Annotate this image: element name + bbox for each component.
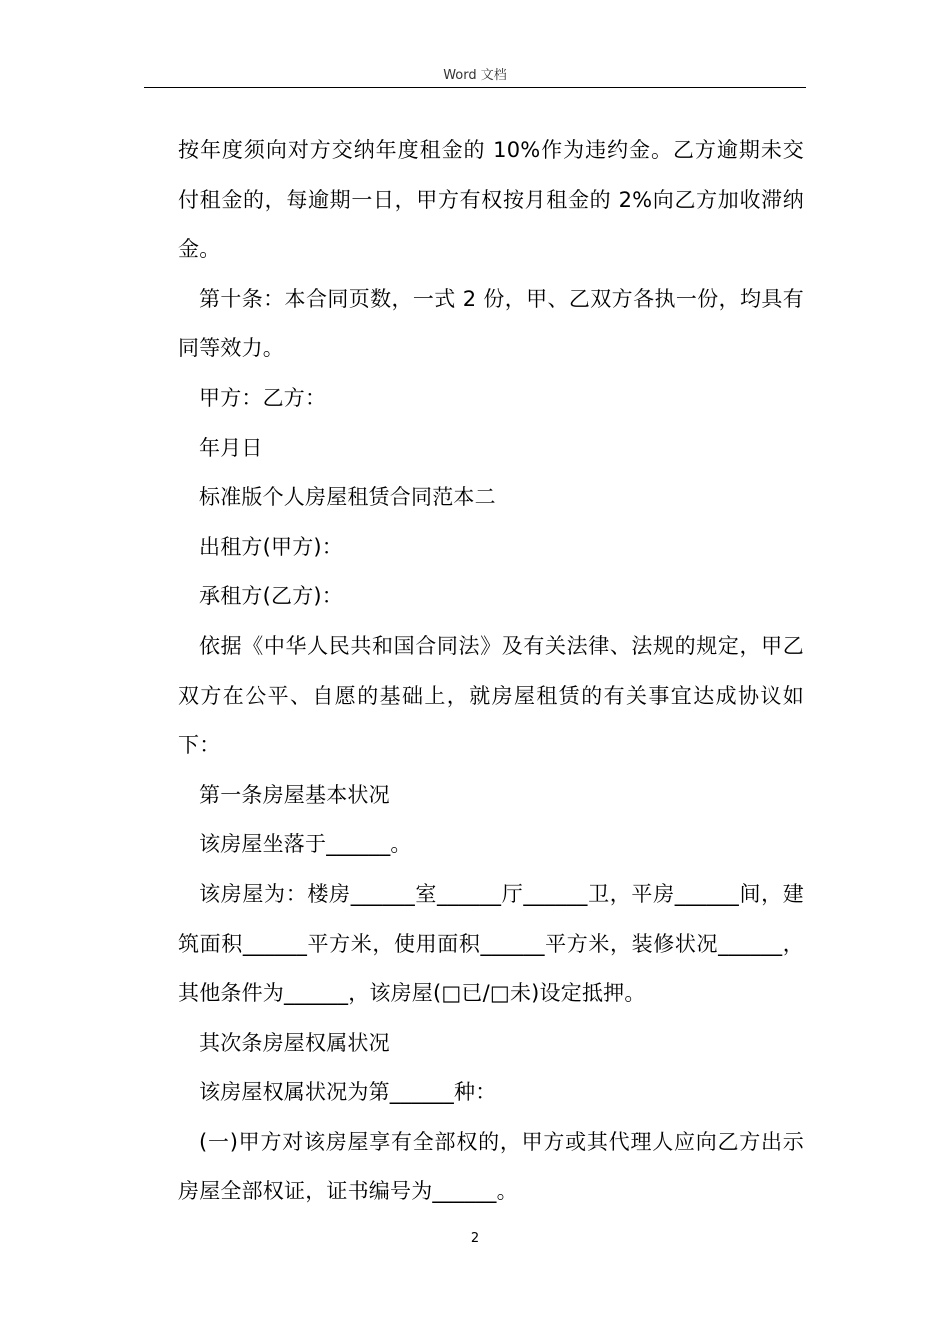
paragraph-penalty: 按年度须向对方交纳年度租金的 10%作为违约金。乙方逾期未交付租金的，每逾期一日，甲方有权按月租金的 2%向乙方加收滞纳金。 — [178, 138, 804, 262]
paragraph-article-10: 第十条：本合同页数，一式 2 份，甲、乙双方各执一份，均具有同等效力。 — [178, 286, 804, 361]
heading-article-2: 其次条房屋权属状况 — [199, 1030, 390, 1055]
section-title: 标准版个人房屋租赁合同范本二 — [199, 485, 496, 510]
paragraph-location: 该房屋坐落于______。 — [199, 832, 412, 857]
paragraph-lessor: 出租方(甲方)： — [199, 534, 343, 559]
paragraph-lessee: 承租方(乙方)： — [199, 584, 343, 609]
paragraph-ownership-type: 该房屋权属状况为第______种： — [199, 1080, 497, 1105]
paragraph-house-details: 该房屋为：楼房______室______厅______卫，平房______间，建筑面积______平方米，使用面积______平方米，装修状况______，其他条件为______，该房屋(□已/□未)设定抵押。 — [178, 881, 804, 1006]
page-number: 2 — [470, 1231, 480, 1246]
paragraph-date: 年月日 — [199, 435, 263, 460]
header-divider — [144, 87, 806, 88]
paragraph-ownership-certificate: (一)甲方对该房屋享有全部权的，甲方或其代理人应向乙方出示房屋全部权证，证书编号为______。 — [178, 1129, 804, 1204]
paragraph-signatures: 甲方：乙方： — [199, 385, 327, 410]
page-header: Word 文档 — [443, 68, 507, 83]
heading-article-1: 第一条房屋基本状况 — [199, 782, 390, 807]
document-body — [178, 126, 804, 1217]
paragraph-preamble: 依据《中华人民共和国合同法》及有关法律、法规的规定，甲乙双方在公平、自愿的基础上，就房屋租赁的有关事宜达成协议如下： — [178, 633, 804, 758]
